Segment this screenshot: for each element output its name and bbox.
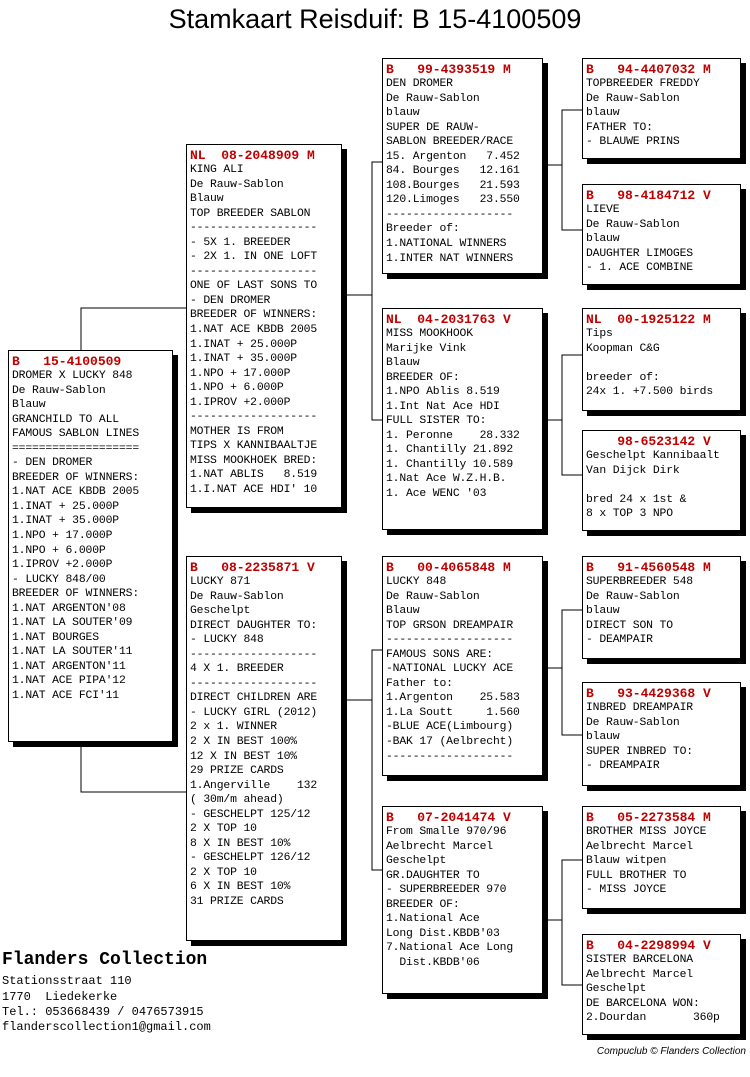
card-line: TOPBREEDER FREDDY — [586, 78, 700, 90]
ring-number: B 93-4429368 V — [586, 686, 711, 701]
card-line: MISS MOOKHOOK — [386, 328, 473, 340]
card-line: 1.IPROV +2.000P — [190, 396, 291, 409]
ring-number: B 15-4100509 — [12, 354, 122, 369]
card-line: 1.National Ace — [386, 913, 480, 926]
card-line: 1.NPO + 6.000P — [190, 382, 284, 395]
card-line: Blauw — [12, 399, 46, 412]
ring-number: B 94-4407032 M — [586, 62, 711, 77]
card-line: GR.DAUGHTER TO — [386, 869, 480, 882]
card-line: 1. Ace WENC '03 — [386, 488, 487, 501]
card-line: Marijke Vink — [386, 342, 467, 355]
card-line: - 2X 1. IN ONE LOFT — [190, 251, 318, 264]
card-line: 1.NAT ACE KBDB 2005 — [12, 486, 140, 499]
card-line: INBRED DREAMPAIR — [586, 702, 693, 714]
card-line: 1.Int Nat Ace HDI — [386, 400, 500, 413]
breeder-email: flanderscollection1@gmail.com — [2, 1020, 211, 1034]
card-line: 1.NAT ACE FCI'11 — [12, 690, 119, 703]
card-line: blauw — [586, 605, 620, 618]
card-line: Geschelpt — [586, 983, 647, 996]
card-line: BREEDER OF WINNERS: — [12, 471, 140, 484]
page-title: Stamkaart Reisduif: B 15-4100509 — [168, 4, 582, 34]
pedigree-card-mfm — [582, 682, 741, 786]
card-line: -NATIONAL LUCKY ACE — [386, 663, 514, 676]
card-line: 1.IPROV +2.000P — [12, 559, 113, 572]
card-line: 1.Argenton 25.583 — [386, 692, 520, 705]
card-line: Blauw — [386, 605, 420, 618]
ring-number: B 04-2298994 V — [586, 938, 711, 953]
ring-number: B 99-4393519 M — [386, 62, 511, 77]
card-line: FULL BROTHER TO — [586, 869, 687, 882]
card-line: Aelbrecht Marcel — [586, 840, 693, 853]
card-line: 1.INAT + 35.000P — [12, 515, 119, 528]
card-line: LUCKY 848 — [386, 576, 447, 588]
ring-number: B 98-4184712 V — [586, 188, 711, 203]
card-line: SISTER BARCELONA — [586, 954, 693, 966]
card-line: 2 X TOP 10 — [190, 866, 257, 879]
card-line: DIRECT CHILDREN ARE — [190, 692, 318, 705]
card-line: 15. Argenton 7.452 — [386, 150, 520, 163]
pedigree-card-ffm — [582, 184, 741, 285]
card-line: BREEDER OF: — [386, 371, 460, 384]
card-line: 1.NAT ACE KBDB 2005 — [190, 324, 318, 337]
card-line: Father to: — [386, 677, 453, 690]
card-line: De Rauw-Sablon — [586, 92, 680, 105]
card-line: blauw — [386, 107, 420, 120]
ring-number: NL 00-1925122 M — [586, 312, 711, 327]
card-line: ------------------- — [190, 222, 318, 235]
card-line: FULL SISTER TO: — [386, 415, 487, 428]
connector-mf — [543, 610, 582, 735]
card-line — [586, 356, 737, 371]
pedigree-card-fmf — [582, 308, 741, 411]
card-line: 24x 1. +7.500 birds — [586, 386, 714, 399]
card-line: 1.NATIONAL WINNERS — [386, 238, 507, 251]
card-line: -BLUE ACE(Limbourg) — [386, 721, 514, 734]
card-line: 1. Chantilly 10.589 — [386, 458, 514, 471]
card-line: DIRECT SON TO — [586, 619, 673, 632]
card-line: 1.INAT + 25.000P — [190, 338, 297, 351]
card-line: breeder of: — [586, 371, 660, 384]
pedigree-card-fm — [382, 308, 543, 530]
card-line: SABLON BREEDER/RACE — [386, 136, 514, 149]
card-line: Geschelpt Kannibaalt — [586, 450, 720, 462]
card-line: TIPS X KANNIBAALTJE — [190, 440, 318, 453]
card-line: LUCKY 871 — [190, 576, 251, 588]
card-line: 120.Limoges 23.550 — [386, 194, 520, 207]
card-line: - DEAMPAIR — [586, 634, 653, 647]
card-line: 8 x TOP 3 NPO — [586, 508, 673, 521]
card-line: =================== — [12, 442, 140, 455]
card-line: - DREAMPAIR — [586, 760, 660, 773]
pedigree-card-mff — [582, 556, 741, 659]
pedigree-card-mmf — [582, 806, 741, 909]
card-line: -BAK 17 (Aelbrecht) — [386, 736, 514, 749]
card-line: Van Dijck Dirk — [586, 464, 680, 477]
card-line: DROMER X LUCKY 848 — [12, 370, 133, 382]
card-line: ------------------- — [190, 411, 318, 424]
card-line: LIEVE — [586, 204, 620, 216]
card-line: ------------------- — [190, 677, 318, 690]
card-line: KING ALI — [190, 164, 244, 176]
card-line: 1.NPO + 17.000P — [190, 367, 291, 380]
card-line: 1.NAT ARGENTON'08 — [12, 602, 126, 615]
breeder-phone: Tel.: 053668439 / 0476573915 — [2, 1005, 204, 1019]
card-line: DIRECT DAUGHTER TO: — [190, 619, 318, 632]
card-line: ------------------- — [190, 265, 318, 278]
card-line: 1.La Soutt 1.560 — [386, 706, 520, 719]
pedigree-card-fff — [582, 58, 741, 159]
copyright-note: Compuclub © Flanders Collection — [596, 1046, 746, 1057]
card-line: 1.NPO + 17.000P — [12, 530, 113, 543]
card-line: 1.NAT BOURGES — [12, 631, 99, 644]
card-line: 1.INAT + 25.000P — [12, 500, 119, 513]
card-line: Geschelpt — [190, 605, 251, 618]
card-line: - DEN DROMER — [12, 457, 93, 470]
card-line: - LUCKY GIRL (2012) — [190, 706, 318, 719]
card-line: SUPERBREEDER 548 — [586, 576, 693, 588]
card-line: Geschelpt — [386, 855, 447, 868]
card-line: FAMOUS SABLON LINES — [12, 428, 140, 441]
pedigree-card-mm — [382, 806, 543, 994]
card-line: De Rauw-Sablon — [586, 716, 680, 729]
pedigree-card-ff — [382, 58, 543, 274]
card-line: 2 X IN BEST 100% — [190, 736, 297, 749]
card-line: Aelbrecht Marcel — [586, 968, 693, 981]
breeder-address: Stationsstraat 110 — [2, 974, 132, 988]
card-line: Tips — [586, 328, 613, 340]
connector-mother — [342, 650, 382, 870]
card-line: - LUCKY 848 — [190, 634, 264, 647]
breeder-city: 1770 Liedekerke — [2, 990, 118, 1004]
card-line: De Rauw-Sablon — [190, 178, 284, 191]
card-line: 1.NAT LA SOUTER'09 — [12, 617, 133, 630]
card-line: MISS MOOKHOEK BRED: — [190, 454, 318, 467]
ring-number: 98-6523142 V — [586, 434, 711, 449]
pedigree-card-mother — [186, 556, 342, 941]
card-line: 1. Peronne 28.332 — [386, 429, 520, 442]
card-line: De Rauw-Sablon — [12, 384, 106, 397]
card-line: DE BARCELONA WON: — [586, 997, 700, 1010]
card-line: - MISS JOYCE — [586, 884, 667, 897]
ring-number: NL 04-2031763 V — [386, 312, 511, 327]
connector-fm — [543, 355, 582, 475]
card-line: blauw — [586, 233, 620, 246]
ring-number: B 05-2273584 M — [586, 810, 711, 825]
card-line: 84. Bourges 12.161 — [386, 165, 520, 178]
card-line: Dist.KBDB'06 — [386, 956, 480, 969]
card-line: 8 X IN BEST 10% — [190, 837, 291, 850]
connector-ff — [543, 110, 582, 230]
card-line: 1. Chantilly 21.892 — [386, 444, 514, 457]
card-line: 1.Nat Ace W.Z.H.B. — [386, 473, 507, 486]
card-line: - GESCHELPT 125/12 — [190, 808, 311, 821]
card-line: MOTHER IS FROM — [190, 425, 284, 438]
card-line: Breeder of: — [386, 223, 460, 236]
card-line: De Rauw-Sablon — [586, 218, 680, 231]
card-line: Aelbrecht Marcel — [386, 840, 493, 853]
ring-number: B 00-4065848 M — [386, 560, 511, 575]
card-line: 6 X IN BEST 10% — [190, 881, 291, 894]
card-line: - BLAUWE PRINS — [586, 136, 680, 149]
card-line: ------------------- — [190, 648, 318, 661]
card-line: 2.Dourdan 360p — [586, 1012, 720, 1025]
card-line: From Smalle 970/96 — [386, 826, 507, 838]
card-line: FAMOUS SONS ARE: — [386, 648, 493, 661]
ring-number: B 91-4560548 M — [586, 560, 711, 575]
card-line: ------------------- — [386, 634, 514, 647]
card-line: 1.NPO + 6.000P — [12, 544, 106, 557]
card-line: DEN DROMER — [386, 78, 453, 90]
card-line: BREEDER OF WINNERS: — [190, 309, 318, 322]
card-line: 29 PRIZE CARDS — [190, 765, 284, 778]
card-line: Blauw — [386, 357, 420, 370]
card-line: ONE OF LAST SONS TO — [190, 280, 318, 293]
card-line: blauw — [586, 731, 620, 744]
card-line: ( 30m/m ahead) — [190, 794, 284, 807]
card-line: De Rauw-Sablon — [386, 92, 480, 105]
card-line — [586, 478, 737, 493]
card-line: DAUGHTER LIMOGES — [586, 247, 693, 260]
card-line: 4 X 1. BREEDER — [190, 663, 284, 676]
breeder-name: Flanders Collection — [2, 950, 208, 970]
card-line: BROTHER MISS JOYCE — [586, 826, 707, 838]
card-line: 108.Bourges 21.593 — [386, 179, 520, 192]
ring-number: NL 08-2048909 M — [190, 148, 315, 163]
card-line: 7.National Ace Long — [386, 942, 514, 955]
pedigree-card-father — [186, 144, 342, 508]
card-line: TOP GRSON DREAMPAIR — [386, 619, 514, 632]
card-line: FATHER TO: — [586, 121, 653, 134]
card-line: - 5X 1. BREEDER — [190, 236, 291, 249]
card-line: - SUPERBREEDER 970 — [386, 884, 507, 897]
card-line: De Rauw-Sablon — [386, 590, 480, 603]
card-line: De Rauw-Sablon — [190, 590, 284, 603]
card-line: Long Dist.KBDB'03 — [386, 927, 500, 940]
connector-mm — [543, 860, 582, 985]
card-line: - 1. ACE COMBINE — [586, 262, 693, 275]
card-line: ------------------- — [386, 750, 514, 763]
connector-father — [342, 162, 382, 420]
card-line: ------------------- — [386, 208, 514, 221]
card-line: blauw — [586, 107, 620, 120]
ring-number: B 08-2235871 V — [190, 560, 315, 575]
card-line: Blauw witpen — [586, 855, 667, 868]
card-line: 1.INAT + 35.000P — [190, 353, 297, 366]
card-line: GRANCHILD TO ALL — [12, 413, 119, 426]
card-line: BREEDER OF: — [386, 898, 460, 911]
card-line: 31 PRIZE CARDS — [190, 896, 284, 909]
card-line: 1.INTER NAT WINNERS — [386, 252, 514, 265]
card-line: Koopman C&G — [586, 342, 660, 355]
card-line: 1.NAT ABLIS 8.519 — [190, 469, 318, 482]
card-line: BREEDER OF WINNERS: — [12, 588, 140, 601]
pedigree-card-mmm — [582, 934, 741, 1035]
card-line: - DEN DROMER — [190, 294, 271, 307]
ring-number: B 07-2041474 V — [386, 810, 511, 825]
card-line: bred 24 x 1st & — [586, 493, 687, 506]
card-line: 1.NAT LA SOUTER'11 — [12, 646, 133, 659]
pedigree-card-main — [8, 350, 173, 742]
pedigree-card-mf — [382, 556, 543, 776]
card-line: - GESCHELPT 126/12 — [190, 852, 311, 865]
card-line: 2 x 1. WINNER — [190, 721, 277, 734]
card-line: SUPER INBRED TO: — [586, 745, 693, 758]
card-line: Blauw — [190, 193, 224, 206]
card-line: 2 X TOP 10 — [190, 823, 257, 836]
card-line: SUPER DE RAUW- — [386, 121, 480, 134]
card-line: 1.NPO Ablis 8.519 — [386, 386, 500, 399]
card-line: 1.NAT ARGENTON'11 — [12, 660, 126, 673]
card-line: 12 X IN BEST 10% — [190, 750, 297, 763]
card-line: De Rauw-Sablon — [586, 590, 680, 603]
card-line: - LUCKY 848/00 — [12, 573, 106, 586]
pedigree-card-fmm — [582, 430, 741, 531]
card-line: 1.I.NAT ACE HDI' 10 — [190, 484, 318, 497]
card-line: 1.NAT ACE PIPA'12 — [12, 675, 126, 688]
card-line: 1.Angerville 132 — [190, 779, 318, 792]
card-line: TOP BREEDER SABLON — [190, 207, 311, 220]
